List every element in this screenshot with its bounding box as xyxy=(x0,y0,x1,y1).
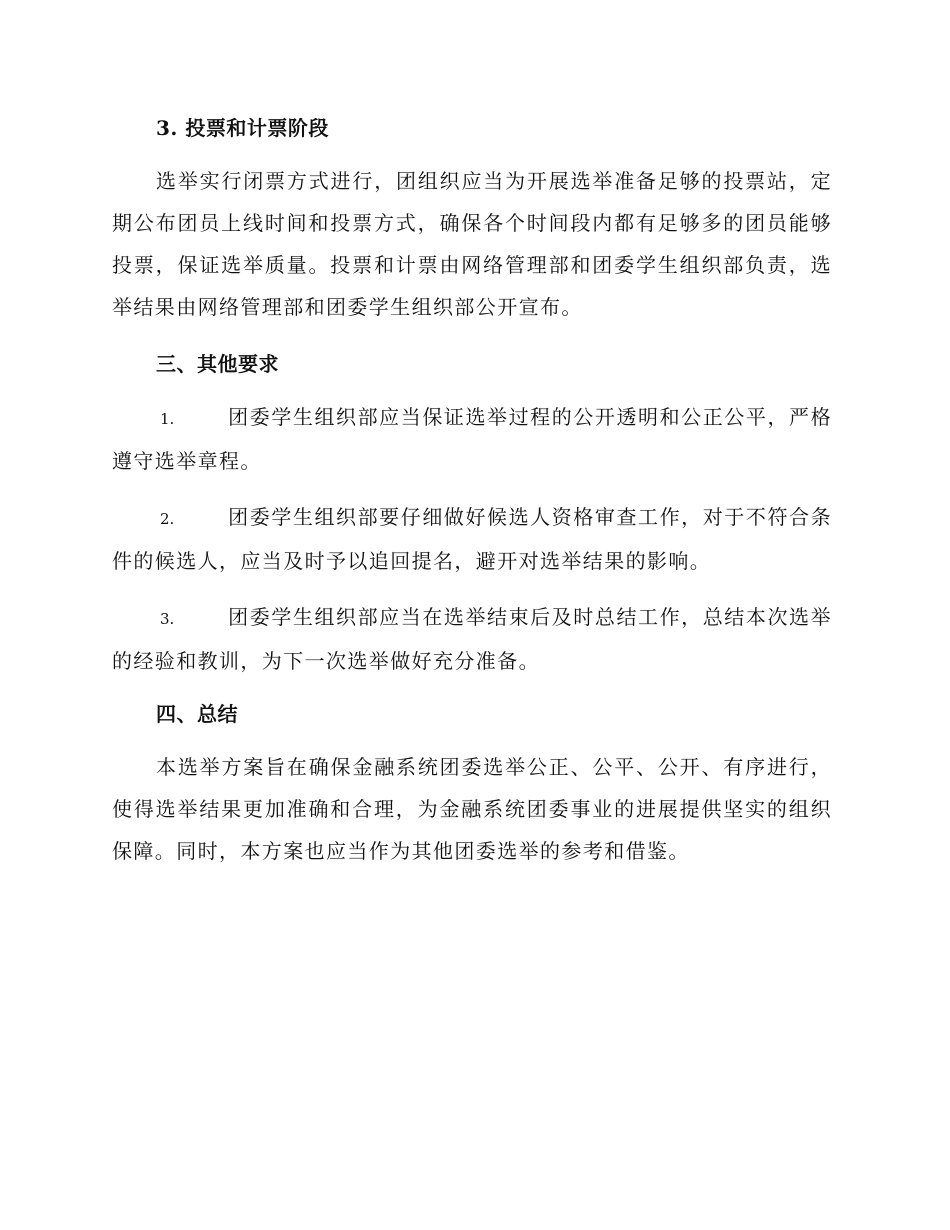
list-item-number: 2. xyxy=(160,510,175,528)
list-item-number: 3. xyxy=(160,610,175,628)
list-item-text: 团委学生组织部要仔细做好候选人资格审查工作，对于不符合条件的候选人，应当及时予以追回提名，避开对选举结果的影响。 xyxy=(112,505,832,573)
list-item xyxy=(112,596,832,682)
section-heading-other-requirements: 三、其他要求 xyxy=(156,352,279,376)
section-heading-voting: 3. 投票和计票阶段 xyxy=(156,116,329,140)
list-item xyxy=(112,496,832,582)
section-heading-summary: 四、总结 xyxy=(156,702,238,726)
list-item-text: 团委学生组织部应当保证选举过程的公开透明和公正公平，严格遵守选举章程。 xyxy=(112,405,832,473)
summary-paragraph: 本选举方案旨在确保金融系统团委选举公正、公平、公开、有序进行，使得选举结果更加准确和合理，为金融系统团委事业的进展提供坚实的组织保障。同时，本方案也应当作为其他团委选举的参考和借鉴。 xyxy=(112,755,832,863)
voting-paragraph: 选举实行闭票方式进行，团组织应当为开展选举准备足够的投票站，定期公布团员上线时间和投票方式，确保各个时间段内都有足够多的团员能够投票，保证选举质量。投票和计票由网络管理部和团委学生组织部负责，选举结果由网络管理部和团委学生组织部公开宣布。 xyxy=(112,169,832,319)
list-item xyxy=(112,396,832,482)
list-item-text: 团委学生组织部应当在选举结束后及时总结工作，总结本次选举的经验和教训，为下一次选举做好充分准备。 xyxy=(112,605,832,673)
list-item-number: 1. xyxy=(160,410,175,428)
